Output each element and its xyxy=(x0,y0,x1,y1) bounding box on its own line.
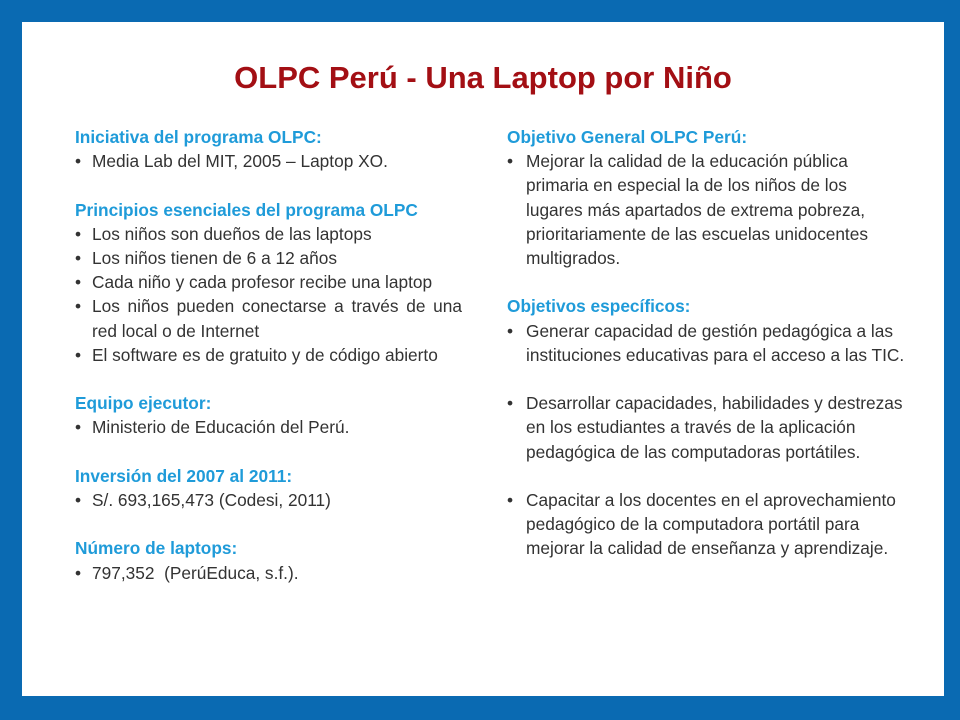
bullet-icon: • xyxy=(75,151,82,172)
section-objetivo-general xyxy=(507,125,907,270)
bullet-list xyxy=(75,149,462,173)
section-iniciativa xyxy=(75,125,462,173)
list-item-text: El software es de gratuito y de código abierto xyxy=(92,344,438,365)
bullet-list xyxy=(507,149,907,270)
section-heading: Objetivo General OLPC Perú: xyxy=(507,127,748,147)
section-inversion xyxy=(75,464,462,512)
bullet-list xyxy=(75,222,462,367)
bullet-icon: • xyxy=(75,248,82,268)
list-item xyxy=(507,319,907,367)
list-item-text: Mejorar la calidad de la educación pública primaria en especial la de los niños de los lugares más apartados de extrema pobreza, prioritariamente de las escuelas unidocentes multigrados. xyxy=(526,151,868,269)
list-item xyxy=(75,488,462,512)
list-item-text: Los niños son dueños de las laptops xyxy=(92,223,372,244)
list-item xyxy=(75,415,462,439)
right-column xyxy=(507,125,907,585)
section-heading: Iniciativa del programa OLPC: xyxy=(75,127,322,147)
list-item-text: Media Lab del MIT, 2005 – Laptop XO. xyxy=(92,151,388,172)
bullet-icon: • xyxy=(75,223,82,244)
list-item xyxy=(507,149,907,270)
list-item-text: S/. 693,165,473 (Codesi, 2011) xyxy=(92,490,331,510)
list-item-text: Los niños tienen de 6 a 12 años xyxy=(92,248,338,268)
bullet-list xyxy=(75,561,462,585)
section-heading: Inversión del 2007 al 2011: xyxy=(75,465,293,486)
bullet-icon: • xyxy=(75,417,82,438)
bullet-icon: • xyxy=(507,490,514,510)
bullet-icon: • xyxy=(507,320,514,341)
section-equipo xyxy=(75,391,462,439)
bullet-icon: • xyxy=(507,151,514,172)
section-heading: Principios esenciales del programa OLPC xyxy=(75,199,418,220)
list-item-text: Cada niño y cada profesor recibe una laptop xyxy=(92,272,433,293)
list-item-text: Ministerio de Educación del Perú. xyxy=(92,417,350,438)
list-item xyxy=(507,391,907,464)
section-heading: Número de laptops: xyxy=(75,538,238,559)
list-item xyxy=(75,222,462,246)
section-numero-laptops xyxy=(75,536,462,584)
bullet-list xyxy=(75,415,462,439)
bullet-icon: • xyxy=(75,344,82,365)
section-principios xyxy=(75,198,462,367)
bullet-icon: • xyxy=(75,272,82,293)
list-item-text: Generar capacidad de gestión pedagógica a las instituciones educativas para el acceso a las TIC. xyxy=(526,320,905,365)
list-item-text: Desarrollar capacidades, habilidades y destrezas en los estudiantes a través de la aplicación pedagógica de las computadoras portátiles. xyxy=(526,393,903,462)
section-heading: Objetivos específicos: xyxy=(507,296,691,317)
left-column xyxy=(75,125,462,609)
list-item xyxy=(75,246,462,270)
bullet-icon: • xyxy=(75,296,82,317)
list-item xyxy=(75,270,462,294)
list-item-text: Los niños pueden conectarse a través de una red local o de Internet xyxy=(92,296,462,341)
section-heading: Equipo ejecutor: xyxy=(75,393,212,414)
list-item-text: 797,352 (PerúEduca, s.f.). xyxy=(92,562,299,583)
bullet-icon: • xyxy=(75,490,82,510)
list-item xyxy=(75,149,462,173)
bullet-icon: • xyxy=(75,562,82,583)
list-item xyxy=(75,343,462,367)
slide-title: OLPC Perú - Una Laptop por Niño xyxy=(234,60,732,95)
bullet-list xyxy=(507,319,907,561)
list-item xyxy=(75,561,462,585)
list-item xyxy=(75,294,462,342)
slide xyxy=(22,22,944,696)
section-objetivos-especificos xyxy=(507,294,907,560)
list-item xyxy=(507,488,907,561)
bullet-list xyxy=(75,488,462,512)
bullet-icon: • xyxy=(507,393,514,414)
list-item-text: Capacitar a los docentes en el aprovechamiento pedagógico de la computadora portátil para mejorar la calidad de enseñanza y aprendizaje. xyxy=(526,490,896,559)
